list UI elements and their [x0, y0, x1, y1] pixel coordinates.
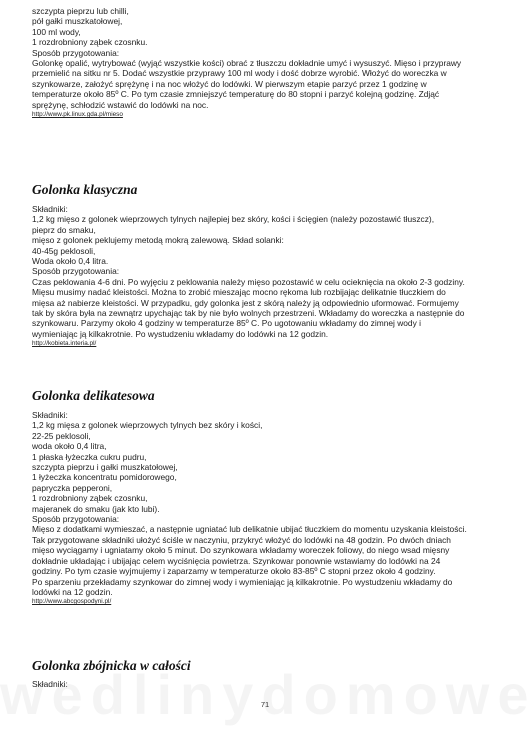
recipe-title: Golonka delikatesowa [32, 388, 155, 403]
text-line: Sposób przygotowania: [32, 266, 120, 277]
recipe-continuation [32, 6, 461, 119]
text-line: pół gałki muszkatołowej, [32, 16, 123, 27]
text-line: przemielić na sitku nr 5. Dodać wszystkie przyprawy 100 ml wody i dość dobrze wyrobić. Włożyć do woreczka w [32, 68, 447, 79]
source-link[interactable]: http://www.pk.linux.gda.pl/mieso [32, 111, 123, 119]
text-line: sprężynę, schłodzić wstawić do lodówki na noc. [32, 99, 209, 110]
text-line: papryczka pepperoni, [32, 482, 113, 493]
text-line: Mięso z dodatkami wymieszać, a następnie ugniatać lub delikatnie ubijać tłuczkiem do momentu uzyskania kleistości. [32, 524, 467, 535]
recipe-golonka-klasyczna [32, 182, 465, 348]
text-line: wymieniając ją kilkakrotnie. Po wystudzeniu wkładamy do lodówki na 12 godzin. [32, 328, 329, 339]
text-line: Składniki: [32, 410, 68, 420]
text-line: mięso wyciągamy i ugniatamy około 5 minut. Do szynkowara wkładamy woreczek foliowy, do niego wsad mięsny [32, 545, 450, 556]
text-line: pieprz do smaku, [32, 224, 96, 235]
text-line: Czas peklowania 4-6 dni. Po wyjęciu z peklowania należy mięso pozostawić w celu ocieknięcia na około 2-3 godziny. [32, 276, 465, 287]
recipe-title: Golonka klasyczna [32, 182, 138, 197]
text-line: Golonkę opalić, wytrybować (wyjąć wszystkie kości) obrać z tłuszczu dokładnie umyć i wysuszyć. Mięso i przyprawy [32, 58, 462, 69]
page-number: 71 [260, 700, 270, 709]
text-line: temperaturze około 85º C. Po tym czasie zmniejszyć temperaturę do 80 stopni i parzyć kolejną godzinę. Zdjąć [32, 89, 440, 100]
recipe-golonka-zbojnicka [32, 658, 191, 689]
text-line: Sposób przygotowania: [32, 47, 120, 58]
text-line: mięsa aż nabierze kleistości. W przypadku, gdy golonka jest z skórą należy ją odpowiednio uformować. Formujemy [32, 297, 459, 308]
recipe-golonka-delikatesowa [32, 388, 467, 606]
text-line: szynkowarze, założyć sprężynę i na noc włożyć do lodówki. W pierwszym etapie parzyć przez 1 godzinę w [32, 78, 427, 89]
text-line: 1,2 kg mięsa z golonek wieprzowych tylnych bez skóry i kości, [32, 420, 263, 431]
text-line: Mięsu musimy nadać kleistości. Można to zrobić mieszając mocno rękoma lub rozbijając delikatnie tłuczkiem do [32, 287, 446, 298]
text-line: 1 płaska łyżeczka cukru pudru, [32, 451, 147, 462]
text-line: majeranek do smaku (jak kto lubi). [32, 503, 160, 514]
text-line: szynkowaru. Parzymy około 4 godziny w temperaturze 85º C. Po ugotowaniu wkładamy do zimnej wody i [32, 318, 421, 329]
text-line: tak by skóra była na zewnątrz upychając tak by nie było wolnych przestrzeni. Wkładamy do woreczka a następnie do [32, 308, 465, 319]
text-line: szczypta pieprzu i gałki muszkatołowej, [32, 462, 178, 473]
text-line: Tak przygotowane składniki ułożyć ściśle w naczyniu, przykryć włożyć do lodówki na 48 godzin. Po dwóch dniach [32, 534, 451, 545]
text-line: Składniki: [32, 679, 68, 689]
text-line: 1 rozdrobniony ząbek czosnku, [32, 493, 148, 504]
text-line: godziny. Po tym czasie wyjmujemy i zaparzamy w temperaturze około 83-85º C stopni przez około 4 godziny. [32, 566, 436, 577]
text-line: 40-45g peklosoli, [32, 245, 96, 256]
text-line: 22-25 peklosoli, [32, 430, 91, 441]
text-line: Składniki: [32, 204, 68, 214]
text-line: Sposób przygotowania: [32, 514, 120, 525]
text-line: Po sparzeniu przekładamy szynkowar do zimnej wody i wymieniając ją kilkakrotnie. Po wystudzeniu wkładamy do [32, 576, 453, 587]
text-line: Woda około 0,4 litra. [32, 256, 109, 267]
text-line: lodówki na 12 godzin. [32, 586, 113, 597]
recipe-title: Golonka zbójnicka w całości [32, 658, 191, 673]
source-link[interactable]: http://kobieta.interia.pl/ [32, 340, 97, 348]
source-link[interactable]: http://www.abcgospodyni.pl/ [32, 598, 112, 606]
text-line: szczypta pieprzu lub chilli, [32, 6, 129, 16]
text-line: 1,2 kg mięso z golonek wieprzowych tylnych najlepiej bez skóry, kości i ścięgien (należy pozostawić tłuszcz), [32, 214, 435, 225]
text-line: 1 łyżeczka koncentratu pomidorowego, [32, 472, 177, 483]
text-line: 100 ml wody, [32, 26, 81, 37]
text-line: woda około 0,4 litra, [32, 441, 107, 452]
text-line: mięso z golonek peklujemy metodą mokrą zalewową. Skład solanki: [32, 235, 284, 246]
text-line: 1 rozdrobniony ząbek czosnku. [32, 37, 148, 48]
text-line: dokładnie układając i ubijając celem wyciśnięcia powietrza. Szynkowar ponownie wstawiamy do lodówki na 24 [32, 555, 441, 566]
